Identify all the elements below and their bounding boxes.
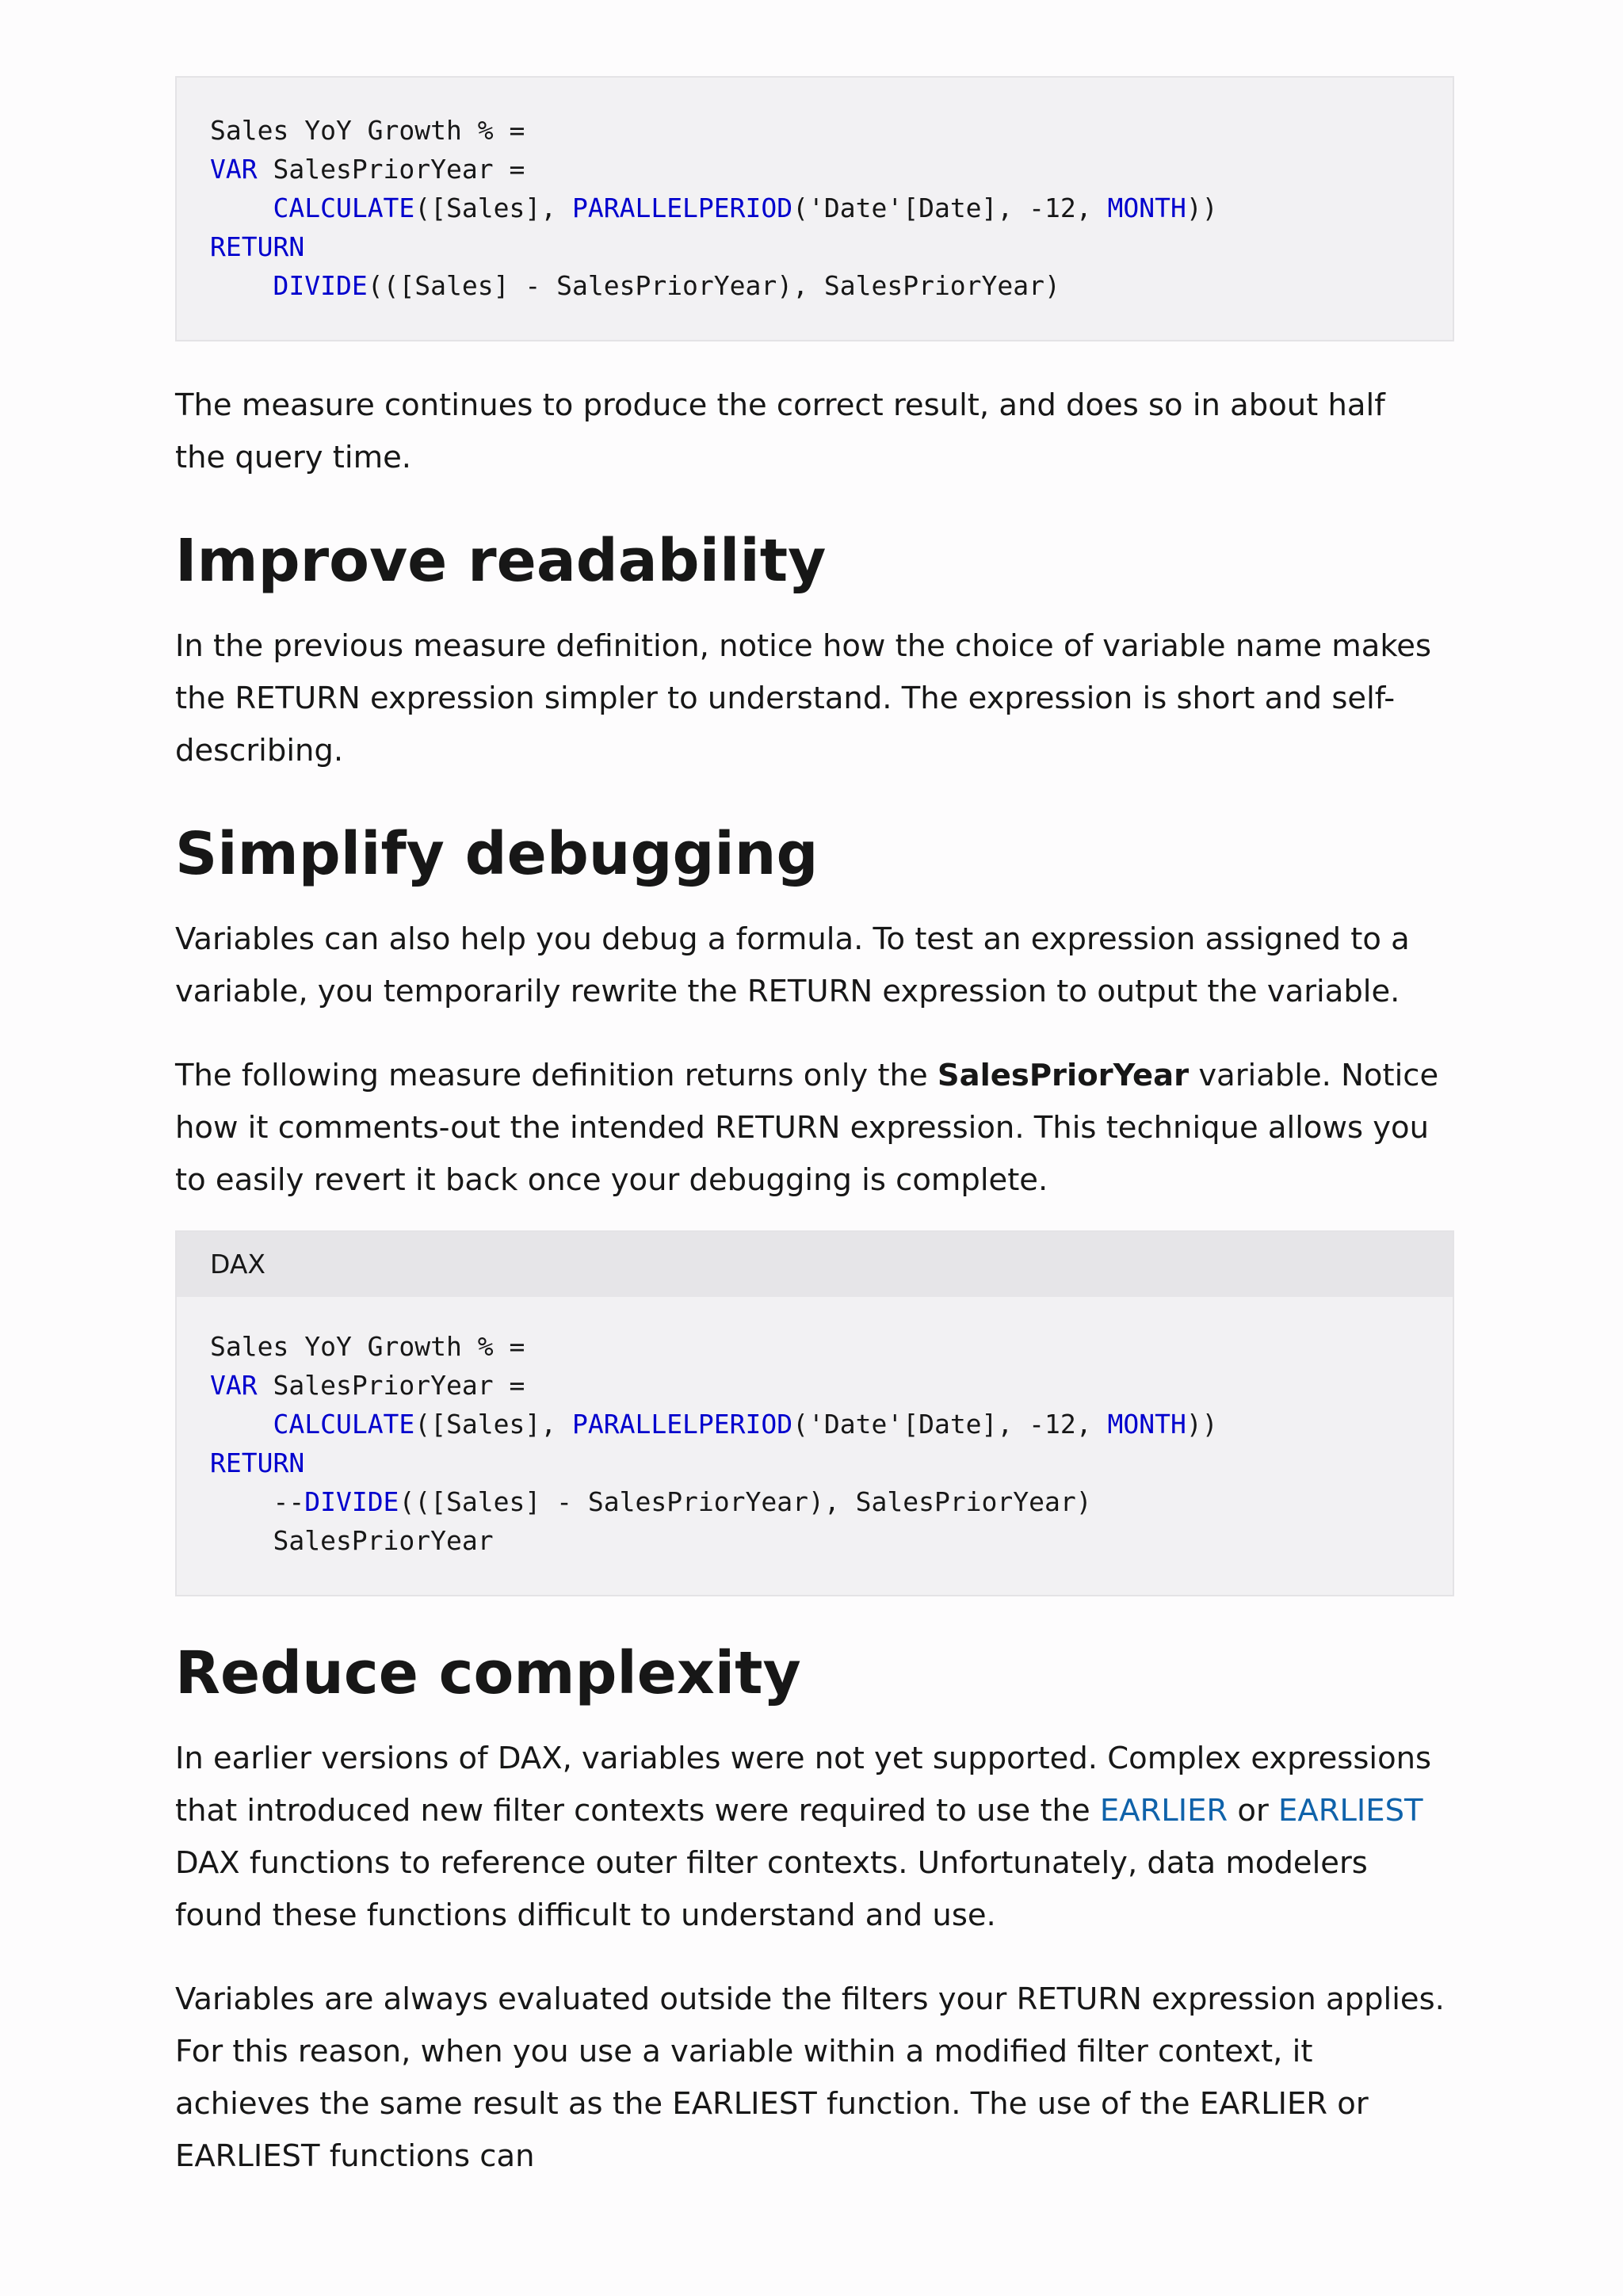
paragraph-debug-technique bbox=[175, 1050, 1451, 1207]
paragraph-complexity-history bbox=[175, 1733, 1454, 1942]
code-keyword: CALCULATE bbox=[273, 1409, 415, 1440]
code-text: ([Sales], bbox=[414, 193, 572, 223]
code-keyword: RETURN bbox=[210, 231, 305, 262]
code-text: -- bbox=[210, 1486, 305, 1517]
paragraph-text: DAX functions to reference outer filter contexts. Unfortunately, data modelers found these functions difficult to understand and use. bbox=[175, 1845, 1368, 1933]
paragraph-text: In earlier versions of DAX, variables were not yet supported. Complex expressions that introduced new filter contexts were required to use the bbox=[175, 1741, 1432, 1829]
code-text: ('Date'[Date], -12, bbox=[792, 193, 1108, 223]
code-keyword: MONTH bbox=[1107, 193, 1186, 223]
code-text: (([Sales] - SalesPriorYear), SalesPriorYear) bbox=[367, 270, 1060, 301]
code-listing bbox=[177, 1297, 1453, 1596]
code-keyword: PARALLELPERIOD bbox=[571, 1409, 793, 1440]
heading-reduce-complexity: Reduce complexity bbox=[175, 1639, 801, 1707]
code-text: SalesPriorYear = bbox=[257, 1370, 525, 1401]
paragraph-readability: In the previous measure definition, notice how the choice of variable name makes the RETURN expression simpler to understand. The expression is short and self-describing. bbox=[175, 628, 1432, 769]
code-block-measure bbox=[175, 76, 1454, 341]
code-text: )) bbox=[1186, 1409, 1218, 1440]
code-keyword: CALCULATE bbox=[273, 193, 415, 223]
earlier-function-link[interactable]: EARLIER bbox=[1099, 1793, 1228, 1829]
code-text bbox=[210, 270, 273, 301]
heading-simplify-debugging: Simplify debugging bbox=[175, 820, 819, 888]
paragraph-text: variable. Notice how it comments-out the intended RETURN expression. This technique allows you to easily revert it back once your debugging is complete. bbox=[175, 1058, 1439, 1198]
paragraph-debug-intro: Variables can also help you debug a formula. To test an expression assigned to a variable, you temporarily rewrite the RETURN expression to output the variable. bbox=[175, 921, 1410, 1009]
earliest-function-link[interactable]: EARLIEST bbox=[1278, 1793, 1423, 1829]
code-keyword: DIVIDE bbox=[273, 270, 368, 301]
code-text bbox=[210, 193, 273, 223]
paragraph-measure-result: The measure continues to produce the correct result, and does so in about half the query time. bbox=[175, 387, 1385, 475]
code-listing bbox=[177, 78, 1453, 341]
code-text bbox=[210, 1409, 273, 1440]
code-keyword: VAR bbox=[210, 1370, 258, 1401]
code-text: SalesPriorYear bbox=[210, 1525, 494, 1556]
code-text: ('Date'[Date], -12, bbox=[792, 1409, 1108, 1440]
code-text: )) bbox=[1186, 193, 1218, 223]
code-text: Sales YoY Growth % = bbox=[210, 1331, 525, 1362]
code-text: (([Sales] - SalesPriorYear), SalesPriorYear) bbox=[399, 1486, 1092, 1517]
code-text: ([Sales], bbox=[414, 1409, 572, 1440]
paragraph-text: The following measure definition returns only the bbox=[175, 1058, 938, 1093]
paragraph-text: or bbox=[1228, 1793, 1279, 1829]
code-keyword: MONTH bbox=[1107, 1409, 1186, 1440]
code-keyword: VAR bbox=[210, 154, 258, 185]
paragraph-variables-evaluation: Variables are always evaluated outside the filters your RETURN expression applies. For this reason, when you use a variable within a modified filter context, it achieves the same result as the EARLIEST function. The use of the EARLIER or EARLIEST functions can bbox=[175, 1981, 1445, 2174]
code-keyword: PARALLELPERIOD bbox=[571, 193, 793, 223]
heading-improve-readability: Improve readability bbox=[175, 527, 827, 595]
code-text: SalesPriorYear = bbox=[257, 154, 525, 185]
code-text: Sales YoY Growth % = bbox=[210, 115, 525, 146]
article-content bbox=[175, 76, 1454, 2183]
variable-name-bold: SalesPriorYear bbox=[937, 1058, 1190, 1093]
code-keyword: RETURN bbox=[210, 1447, 305, 1478]
code-block-debug bbox=[175, 1230, 1454, 1596]
code-keyword: DIVIDE bbox=[304, 1486, 399, 1517]
code-language-label: DAX bbox=[177, 1232, 1453, 1297]
